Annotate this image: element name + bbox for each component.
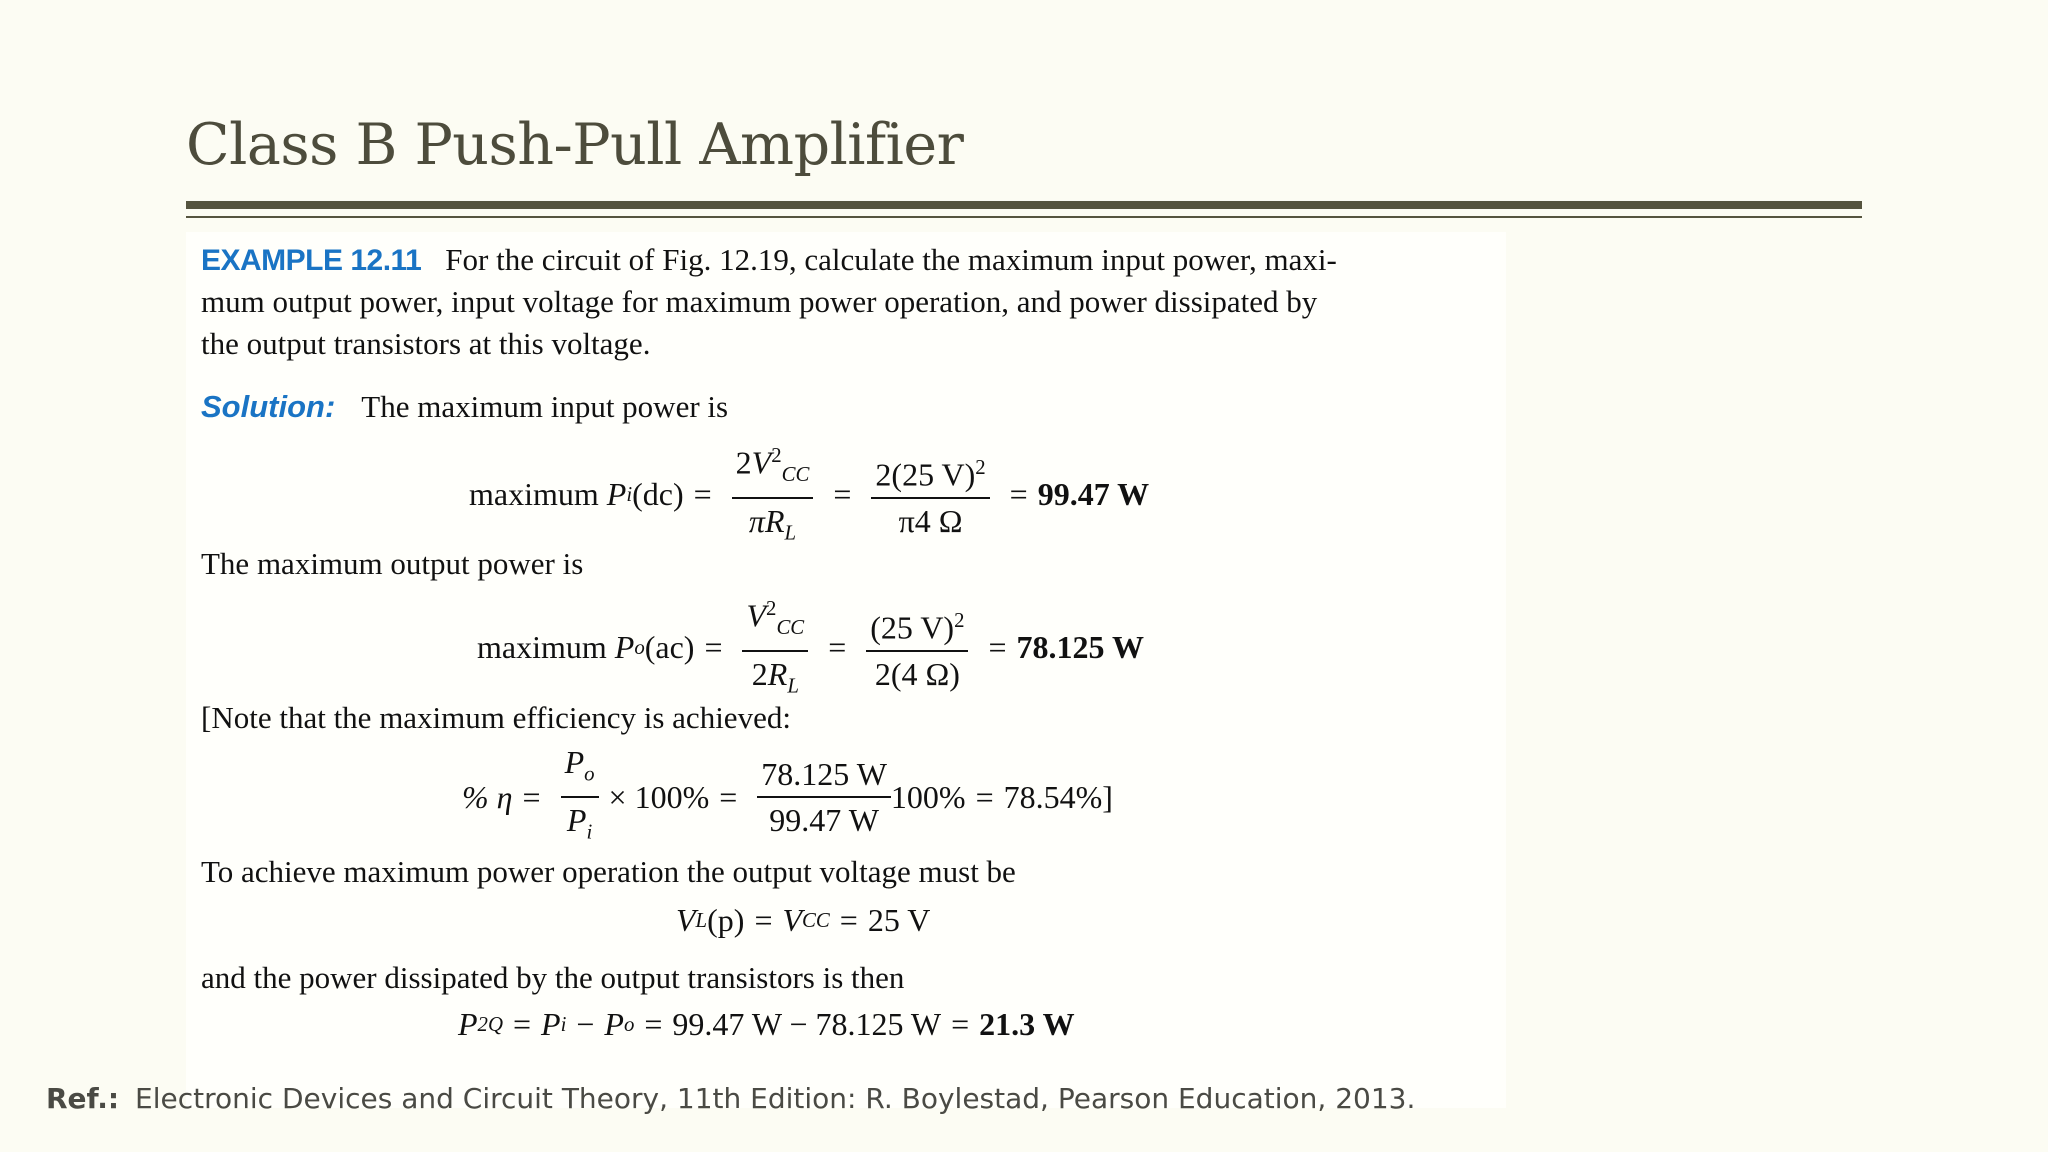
- result-max-input-power: 99.47 W: [1037, 476, 1150, 513]
- reference-label: Ref.:: [46, 1082, 120, 1115]
- example-label: EXAMPLE 12.11: [201, 244, 422, 277]
- textbook-excerpt: [186, 232, 1506, 1108]
- equation-power-dissipated: P 2Q = P i − P o = 99.47 W − 78.125 W = 21.3 W: [458, 1006, 1075, 1042]
- fraction: $\frac{V^2_{CC}}{2R_L}$: [742, 587, 808, 708]
- fraction: $\frac{2V^2_{CC}}{\pi R_L}$: [732, 434, 814, 555]
- fraction: $\frac{P_o}{P_i}$: [561, 740, 599, 855]
- result-efficiency: 78.54%]: [1003, 778, 1113, 815]
- title-underline-thin: [186, 216, 1862, 218]
- result-load-voltage: 25 V: [867, 902, 931, 938]
- reference-text: Electronic Devices and Circuit Theory, 11th Edition: R. Boylestad, Pearson Education, 2013.: [135, 1082, 1416, 1115]
- equation-max-input-power: maximum P i (dc) = $\frac{2V^2_{CC}}{\pi R_L}$ = $\frac{2(25 V)^2}{\pi 4 \Omega}$ = 99.47 W: [469, 434, 1149, 555]
- equation-max-output-power: maximum P o (ac) = $\frac{V^2_{CC}}{2R_L}$ = $\frac{(25 V)^2}{2(4 \Omega)}$ = 78.125 W: [477, 587, 1144, 708]
- example-line-1: EXAMPLE 12.11 For the circuit of Fig. 12.19, calculate the maximum input power, maxi-: [201, 242, 1337, 277]
- equation-efficiency: % η = $\frac{P_o}{P_i}$ × 100% = $\frac{78.125 W}{99.47 W}$ 100% = 78.54%]: [462, 740, 1113, 855]
- solution-label: Solution:: [201, 389, 336, 424]
- solution-line: Solution: The maximum input power is: [201, 389, 729, 424]
- result-power-dissipated: 21.3 W: [979, 1006, 1075, 1042]
- dissipation-intro: and the power dissipated by the output transistors is then: [201, 960, 905, 995]
- output-power-intro: The maximum output power is: [201, 546, 584, 581]
- fraction: $\frac{(25 V)^2}{2(4 \Omega)}$: [866, 599, 968, 696]
- example-line-2: mum output power, input voltage for maximum power operation, and power dissipated by: [201, 284, 1318, 319]
- equation-load-voltage: V L (p) = V CC = 25 V: [676, 902, 931, 938]
- fraction: $\frac{78.125 W}{99.47 W}$: [757, 752, 891, 842]
- fraction: $\frac{2(25 V)^2}{\pi 4 \Omega}$: [871, 446, 989, 543]
- reference-footer: [46, 1082, 1415, 1115]
- voltage-intro: To achieve maximum power operation the output voltage must be: [201, 854, 1016, 889]
- title-underline-thick: [186, 201, 1862, 209]
- example-line-3: the output transistors at this voltage.: [201, 326, 651, 361]
- result-max-output-power: 78.125 W: [1016, 629, 1144, 666]
- efficiency-note-intro: [Note that the maximum efficiency is achieved:: [201, 700, 791, 735]
- slide-title: Class B Push-Pull Amplifier: [186, 112, 964, 178]
